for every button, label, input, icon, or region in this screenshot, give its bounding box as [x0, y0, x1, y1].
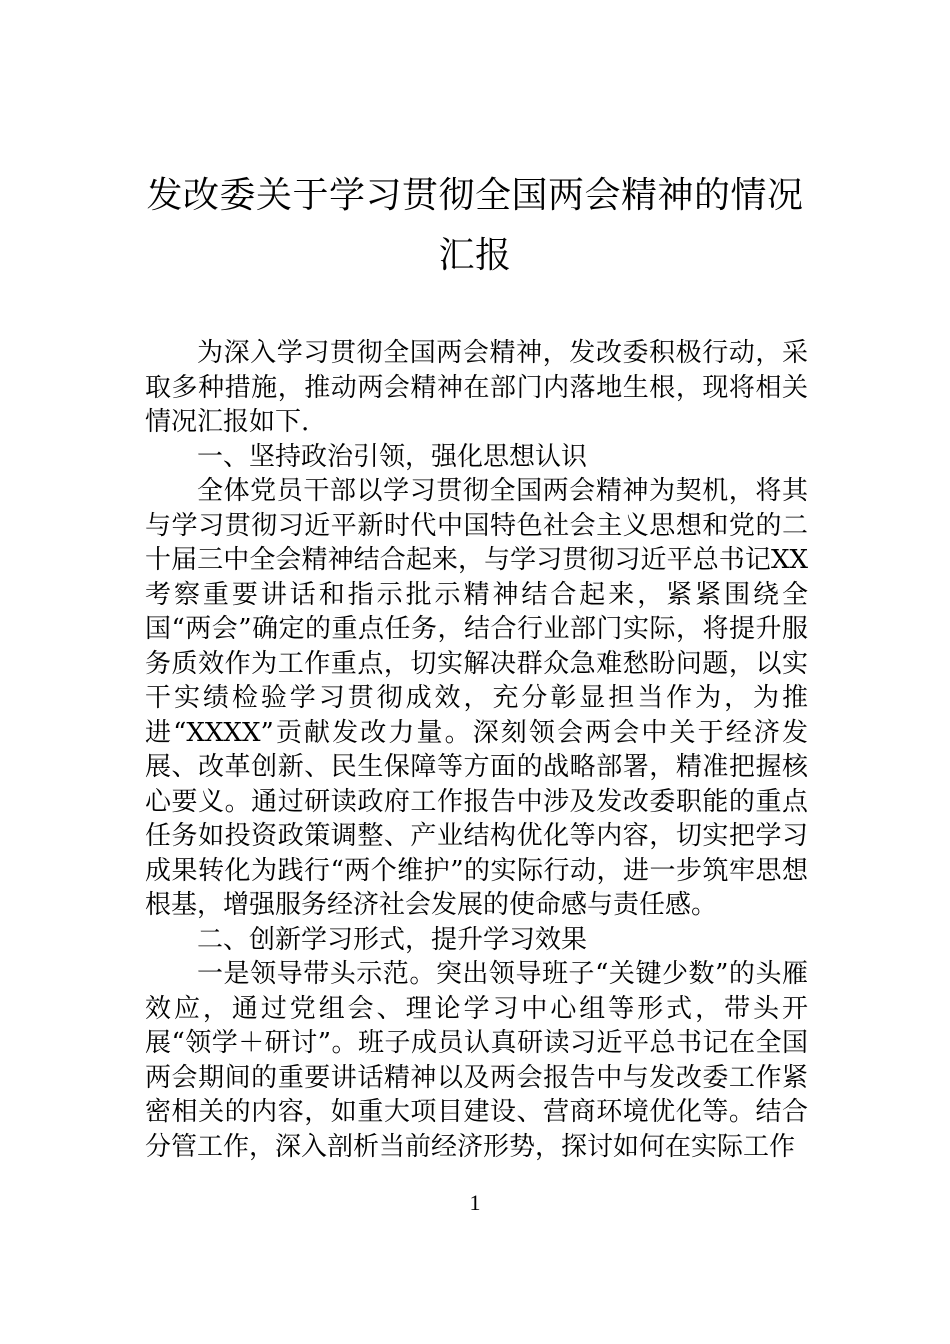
section-1-paragraph: 全体党员干部以学习贯彻全国两会精神为契机，将其与学习贯彻习近平新时代中国特色社会主义思想和党的二十届三中全会精神结合起来，与学习贯彻习近平总书记XX考察重要讲话和指示批示精神结合起来，紧紧围绕全国“两会”确定的重点任务，结合行业部门实际，将提升服务质效作为工作重点，切实解决群众急难愁盼问题，以实干实绩检验学习贯彻成效，充分彰显担当作为，为推进“XXXX”贡献发改力量。深刻领会两会中关于经济发展、改革创新、民生保障等方面的战略部署，精准把握核心要义。通过研读政府工作报告中涉及发改委职能的重点任务如投资政策调整、产业结构优化等内容，切实把学习成果转化为践行“两个维护”的实际行动，进一步筑牢思想根基，增强服务经济社会发展的使命感与责任感。 [145, 476, 808, 920]
document-title [145, 166, 805, 286]
section-heading-1: 一、坚持政治引领，强化思想认识 [197, 441, 588, 472]
intro-paragraph: 为深入学习贯彻全国两会精神，发改委积极行动，采取多种措施，推动两会精神在部门内落地生根，现将相关情况汇报如下. [145, 338, 808, 437]
page-number: 1 [469, 1190, 481, 1215]
section-heading-2: 二、创新学习形式，提升学习效果 [197, 924, 588, 955]
document-body [145, 336, 808, 1164]
section-2-paragraph: 一是领导带头示范。突出领导班子“关键少数”的头雁效应，通过党组会、理论学习中心组等形式，带头开展“领学＋研讨”。班子成员认真研读习近平总书记在全国两会期间的重要讲话精神以及两会报告中与发改委工作紧密相关的内容，如重大项目建设、营商环境优化等。结合分管工作，深入剖析当前经济形势，探讨如何在实际工作 [145, 959, 808, 1162]
title-line-1: 发改委关于学习贯彻全国两会精神的情况 [146, 175, 804, 216]
title-line-2: 汇报 [438, 235, 512, 276]
